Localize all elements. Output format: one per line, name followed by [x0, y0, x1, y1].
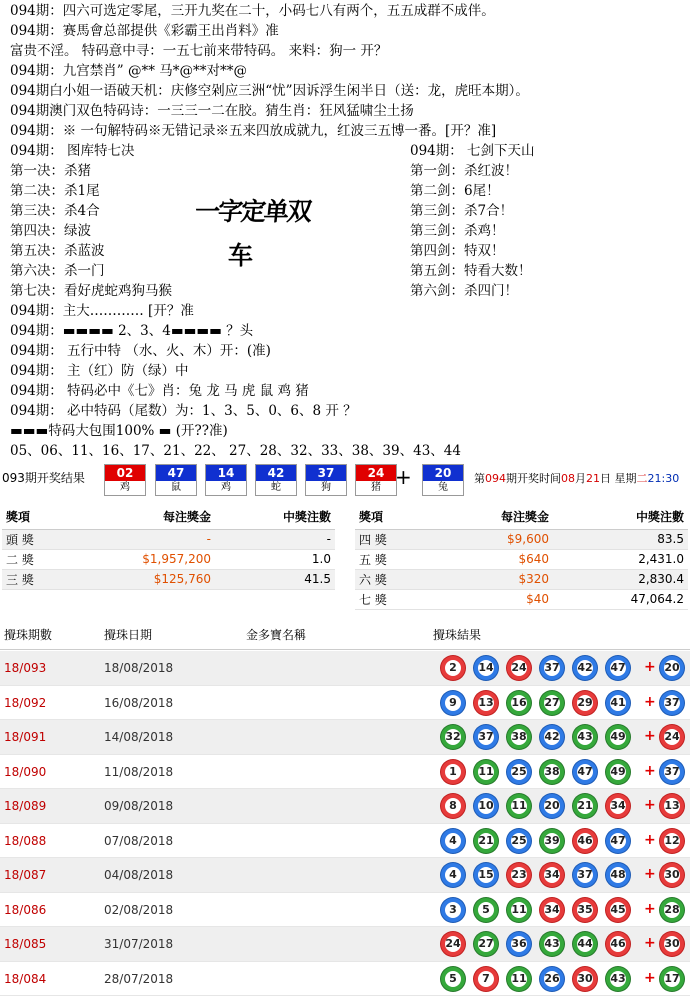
lottery-ball: 43 [606, 967, 630, 991]
lottery-ball: 4 [441, 863, 465, 887]
column-header: 中獎注數 [555, 505, 688, 529]
lottery-ball: 11 [474, 760, 498, 784]
result-ball [205, 464, 247, 496]
right-text-line: 第三剑：杀鸡！ [410, 223, 505, 239]
draw-period[interactable]: 18/088 [4, 833, 47, 848]
prize-winners: 1.0 [217, 549, 335, 569]
prize-winners: 47,064.2 [555, 589, 688, 609]
lottery-ball: 3 [441, 898, 465, 922]
lottery-ball: 24 [441, 932, 465, 956]
lottery-ball: 25 [507, 760, 531, 784]
lottery-ball: 11 [507, 898, 531, 922]
ball-number: 37 [306, 465, 346, 481]
lottery-ball: 4 [441, 829, 465, 853]
plus-icon: + [644, 969, 656, 986]
draw-period[interactable]: 18/089 [4, 799, 47, 813]
lottery-ball: 49 [606, 725, 630, 749]
plus-icon: + [644, 900, 656, 917]
lottery-ball: 11 [507, 794, 531, 818]
prize-amount: $40 [455, 589, 555, 609]
lottery-ball: 32 [441, 725, 465, 749]
lottery-ball: 41 [606, 691, 630, 715]
text-line: 094期：※ 一句解特码※无错记录※五来四放成就九，红波三五博一番。[开？准] [10, 123, 497, 139]
next-draw-time [474, 470, 679, 486]
draw-period[interactable]: 18/092 [4, 695, 47, 710]
prize-name: 二 獎 [2, 549, 102, 569]
lottery-ball: 43 [573, 725, 597, 749]
lottery-ball: 26 [540, 967, 564, 991]
draw-date: 31/07/2018 [104, 937, 174, 951]
lottery-ball: 27 [540, 691, 564, 715]
lottery-ball: 46 [606, 932, 630, 956]
draw-date: 02/08/2018 [104, 902, 174, 917]
lottery-ball: 1 [441, 760, 465, 784]
column-header: 攪珠期數 [4, 628, 53, 642]
time-clock: 21:30 [647, 472, 680, 485]
prize-name: 四 獎 [355, 529, 455, 549]
lottery-ball: 45 [606, 898, 630, 922]
ball-number: 02 [105, 465, 145, 481]
lottery-ball: 39 [540, 829, 564, 853]
table-row [0, 858, 690, 893]
number-list-line: 05、06、11、16、17、21、22、 27、28、32、33、38、39、43、44 [10, 443, 461, 459]
lottery-ball: 49 [606, 760, 630, 784]
prize-amount: $320 [455, 569, 555, 589]
prize-winners: 83.5 [555, 529, 688, 549]
column-header: 攪珠日期 [104, 628, 153, 642]
lottery-ball: 14 [474, 656, 498, 680]
plus-icon: + [644, 935, 656, 951]
draw-period[interactable]: 18/093 [4, 661, 47, 675]
handwritten-note: 车 [228, 241, 254, 270]
text-line: 第三决：杀4合 [10, 203, 100, 219]
time-month: 08 [561, 472, 575, 485]
draw-period[interactable]: 18/091 [4, 730, 47, 744]
special-ball: 30 [660, 863, 684, 887]
lottery-ball: 30 [573, 967, 597, 991]
column-header: 金多寶名稱 [246, 628, 307, 642]
lottery-ball: 43 [540, 932, 564, 956]
lottery-ball: 21 [474, 829, 498, 853]
plus-icon: + [644, 866, 656, 882]
prize-name: 頭 獎 [2, 529, 102, 549]
special-ball: 28 [660, 898, 684, 922]
lottery-ball: 44 [573, 932, 597, 956]
draw-result-label: 093期开奖结果 [2, 471, 85, 485]
lottery-ball: 5 [474, 898, 498, 922]
prize-name: 三 獎 [2, 569, 102, 589]
prize-row [355, 549, 688, 569]
draw-date: 07/08/2018 [104, 833, 174, 848]
lottery-ball: 29 [573, 691, 597, 715]
lottery-ball: 37 [474, 725, 498, 749]
lottery-ball: 27 [474, 932, 498, 956]
special-ball: 37 [660, 691, 684, 715]
prize-amount: $640 [455, 549, 555, 569]
table-row [0, 755, 690, 790]
time-weekday: 二 [636, 472, 648, 485]
prize-amount: - [102, 529, 217, 549]
lottery-ball: 21 [573, 794, 597, 818]
table-row [0, 686, 690, 721]
lottery-ball: 46 [573, 829, 597, 853]
table-row [0, 720, 690, 755]
prize-row [2, 529, 335, 549]
right-text-line: 第四剑：特双！ [410, 243, 505, 259]
plus-icon: + [395, 465, 412, 489]
special-ball: 12 [660, 829, 684, 853]
draw-period[interactable]: 18/086 [4, 902, 47, 917]
time-day: 21 [586, 472, 600, 485]
special-ball: 24 [660, 725, 684, 749]
column-header: 獎項 [355, 505, 455, 529]
draw-period[interactable]: 18/087 [4, 868, 47, 882]
lottery-ball: 34 [540, 863, 564, 887]
text-line: 094期：▬▬▬▬ 2、3、4▬▬▬▬ ？头 [10, 323, 254, 339]
result-ball [355, 464, 397, 496]
column-header: 每注獎金 [455, 505, 555, 529]
draw-date: 28/07/2018 [104, 971, 174, 986]
right-text-line: 第一剑：杀红波！ [410, 163, 518, 179]
time-text: 日 星期 [600, 472, 637, 485]
prize-row [355, 569, 688, 589]
text-line: 第二决：杀1尾 [10, 183, 100, 199]
prize-name: 七 獎 [355, 589, 455, 609]
text-line: 第四决：绿波 [10, 223, 91, 239]
prize-amount: $1,957,200 [102, 549, 217, 569]
special-ball: 30 [660, 932, 684, 956]
lottery-ball: 16 [507, 691, 531, 715]
ball-zodiac: 狗 [321, 482, 331, 493]
table-row [0, 962, 690, 997]
draw-period[interactable]: 18/090 [4, 764, 47, 779]
right-text-line: 第六剑：杀四门！ [410, 283, 518, 299]
draw-date: 09/08/2018 [104, 799, 174, 813]
text-line: 094期澳门双色特码诗：一三三一二在胶。猜生肖：狂风猛啸尘土扬 [10, 103, 414, 119]
ball-zodiac: 猪 [371, 482, 381, 493]
text-line: 094期： 主（红）防（绿）中 [10, 363, 189, 379]
right-text-line: 第二剑：6尾！ [410, 183, 500, 199]
plus-icon: + [644, 762, 656, 779]
draw-date: 14/08/2018 [104, 730, 174, 744]
lottery-ball: 47 [606, 829, 630, 853]
lottery-ball: 34 [606, 794, 630, 818]
column-header: 每注獎金 [102, 505, 217, 529]
draw-date: 16/08/2018 [104, 695, 174, 710]
lottery-ball: 37 [573, 863, 597, 887]
prize-amount: $125,760 [102, 569, 217, 589]
ball-zodiac: 鼠 [171, 482, 181, 493]
lottery-ball: 38 [540, 760, 564, 784]
draw-date: 11/08/2018 [104, 764, 174, 779]
prediction-text-block [0, 0, 690, 460]
plus-icon: + [644, 659, 656, 675]
right-text-line: 第五剑：特看大数！ [410, 263, 532, 279]
table-row [0, 927, 690, 962]
draw-date: 04/08/2018 [104, 868, 174, 882]
lottery-ball: 2 [441, 656, 465, 680]
text-line: 第一决：杀猪 [10, 163, 91, 179]
column-header: 獎項 [2, 505, 102, 529]
prize-row [2, 549, 335, 569]
table-row [0, 824, 690, 859]
time-text: 第 [474, 472, 485, 485]
right-text-line: 094期： 七剑下天山 [410, 143, 535, 159]
text-line: 094期：主大………… [开？准 [10, 303, 194, 319]
ball-number: 42 [256, 465, 296, 481]
time-text: 期开奖时间 [506, 472, 561, 485]
time-text: 月 [575, 472, 586, 485]
result-ball [305, 464, 347, 496]
lottery-ball: 38 [507, 725, 531, 749]
table-row [0, 893, 690, 928]
lottery-ball: 11 [507, 967, 531, 991]
ball-zodiac: 蛇 [271, 482, 281, 493]
prize-name: 五 獎 [355, 549, 455, 569]
prize-amount: $9,600 [455, 529, 555, 549]
text-line: 094期：赛馬會总部提供《彩霸王出肖料》准 [10, 23, 279, 39]
result-ball [155, 464, 197, 496]
prize-winners: - [217, 529, 335, 549]
lottery-ball: 13 [474, 691, 498, 715]
prize-section [0, 505, 690, 615]
table-header [0, 618, 690, 650]
table-row [0, 651, 690, 686]
special-ball: 17 [660, 967, 684, 991]
ball-zodiac: 鸡 [221, 482, 231, 493]
lottery-ball: 35 [573, 898, 597, 922]
text-line: 094期： 必中特码（尾数）为：1、3、5、0、6、8 开 ？ [10, 403, 357, 419]
time-period: 094 [485, 472, 506, 485]
ball-number: 47 [156, 465, 196, 481]
lottery-ball: 15 [474, 863, 498, 887]
ball-number: 20 [423, 465, 463, 481]
prize-row [355, 529, 688, 549]
column-header: 攪珠結果 [433, 628, 482, 642]
special-ball: 20 [660, 656, 684, 680]
table-row [0, 789, 690, 824]
lottery-ball: 48 [606, 863, 630, 887]
ball-number: 24 [356, 465, 396, 481]
lottery-ball: 25 [507, 829, 531, 853]
lottery-ball: 42 [573, 656, 597, 680]
draw-history-table [0, 618, 690, 997]
lottery-ball: 23 [507, 863, 531, 887]
plus-icon: + [644, 831, 656, 848]
special-ball: 13 [660, 794, 684, 818]
ball-zodiac: 兔 [438, 482, 448, 493]
draw-period[interactable]: 18/084 [4, 971, 47, 986]
prize-winners: 41.5 [217, 569, 335, 589]
lottery-ball: 47 [573, 760, 597, 784]
text-line: 第五决：杀蓝波 [10, 243, 105, 259]
text-line: 第六决：杀一门 [10, 263, 105, 279]
lottery-ball: 24 [507, 656, 531, 680]
special-ball: 37 [660, 760, 684, 784]
plus-icon: + [644, 693, 656, 710]
result-ball [104, 464, 146, 496]
draw-date: 18/08/2018 [104, 661, 174, 675]
lottery-ball: 5 [441, 967, 465, 991]
text-line: ▬▬▬特码大包围100% ▬ (开??准) [10, 423, 228, 439]
handwritten-note: 一字定单双 [193, 197, 312, 226]
lottery-ball: 34 [540, 898, 564, 922]
lottery-ball: 20 [540, 794, 564, 818]
column-header: 中獎注數 [217, 505, 335, 529]
plus-icon: + [644, 728, 656, 744]
prize-row [355, 589, 688, 609]
lottery-ball: 8 [441, 794, 465, 818]
ball-zodiac: 鸡 [120, 482, 130, 493]
prize-table-right [355, 505, 688, 610]
text-line: 094期： 图库特七决 [10, 143, 135, 159]
ball-number: 14 [206, 465, 246, 481]
result-ball [422, 464, 464, 496]
prize-winners: 2,431.0 [555, 549, 688, 569]
text-line: 第七决：看好虎蛇鸡狗马猴 [10, 283, 172, 299]
lottery-ball: 47 [606, 656, 630, 680]
text-line: 富贵不淫。 特码意中寻：一五七前来带特码。 来料：狗一 开？ [10, 43, 388, 59]
lottery-ball: 7 [474, 967, 498, 991]
draw-period[interactable]: 18/085 [4, 937, 47, 951]
lottery-ball: 37 [540, 656, 564, 680]
plus-icon: + [644, 797, 656, 813]
prize-winners: 2,830.4 [555, 569, 688, 589]
right-text-line: 第三剑：杀7合！ [410, 203, 514, 219]
lottery-ball: 42 [540, 725, 564, 749]
text-line: 094期白小姐一语破天机：庆修空剁应三洲“忧”因诉浮生闲半日（送：龙，虎旺本期）。 [10, 83, 529, 99]
text-line: 094期：四六可选定零尾，三开九奖在二十，小码七八有两个，五五成群不成伴。 [10, 3, 495, 19]
lottery-ball: 9 [441, 691, 465, 715]
prize-name: 六 獎 [355, 569, 455, 589]
text-line: 094期：九宫禁肖” @** 马*@**对**@ [10, 63, 248, 79]
draw-result-strip [0, 462, 690, 498]
text-line: 094期： 特码必中《七》肖：兔 龙 马 虎 鼠 鸡 猪 [10, 383, 309, 399]
text-line: 094期： 五行中特 （水、火、木）开：(准) [10, 343, 271, 359]
lottery-ball: 10 [474, 794, 498, 818]
prize-table-left [2, 505, 335, 590]
lottery-ball: 36 [507, 932, 531, 956]
prize-row [2, 569, 335, 589]
result-ball [255, 464, 297, 496]
